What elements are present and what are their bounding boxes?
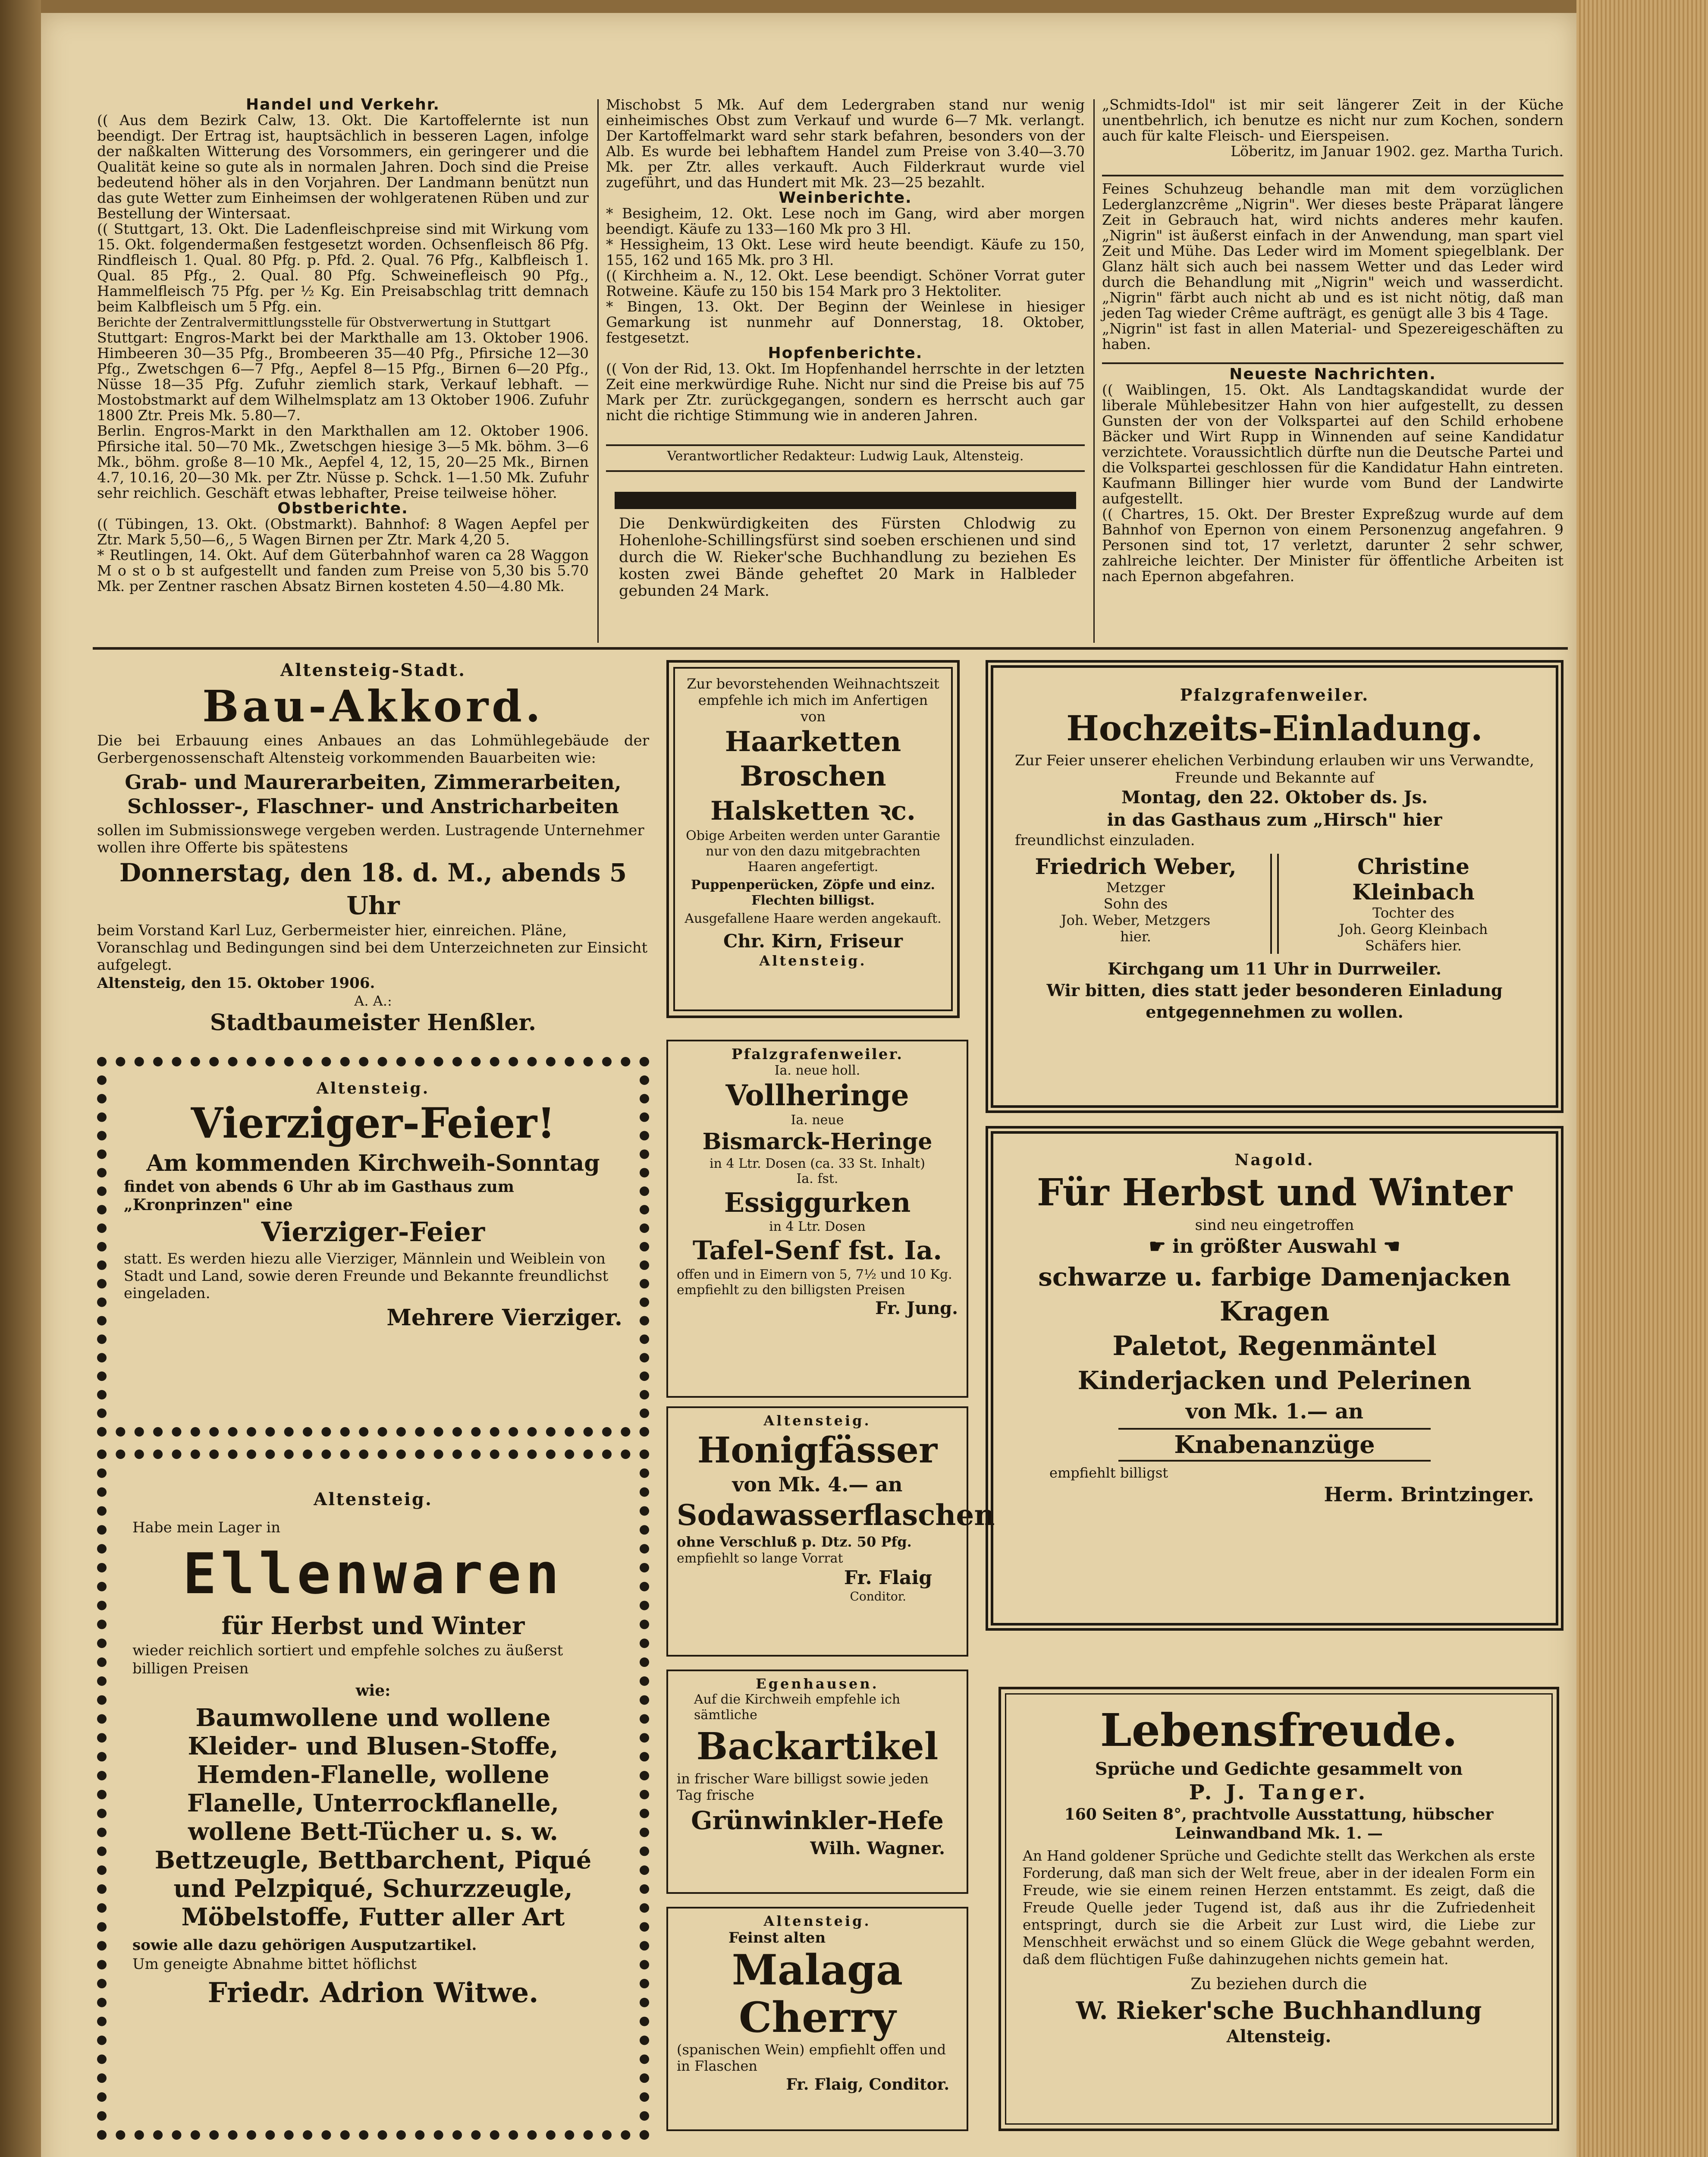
article-mixed-fruit: Mischobst 5 Mk. Auf dem Ledergraben stand nur wenig einheimisches Obst zum Verkauf und wurde 6—7 Mk. verlangt. Der Kartoffelmarkt ward sehr stark befahren, besonders von der Alb. Es wurde bei lebhaftem Handel zum Preise von 3.40—3.70 Mk. per Ztr. alles verkauft. Auch Filderkraut wurde viel zugeführt, und das Hundert mit Mk. 23—25 bezahlt. [606, 96, 1085, 191]
bride-name: Christine Kleinbach [1352, 854, 1475, 905]
bau-date: Donnerstag, den 18. d. M., abends 5 Uhr [119, 858, 627, 920]
heringe-item-4: Tafel-Senf fst. Ia. [692, 1236, 942, 1266]
vierziger-sub: Am kommenden Kirchweih-Sonntag [146, 1150, 600, 1176]
editor-rule [606, 444, 1085, 446]
ellen-l2: wieder reichlich sortiert und empfehle solches zu äußerst billigen Preisen [132, 1642, 563, 1677]
couple-divider [1270, 854, 1279, 954]
groom-line-1: Sohn des [1103, 896, 1168, 912]
hochzeit-date: Montag, den 22. Oktober ds. Js. [1121, 787, 1428, 808]
herbst-item-1: schwarze u. farbige Damenjacken [1038, 1262, 1511, 1292]
herbst-l2-text: in größter Auswahl [1172, 1236, 1377, 1258]
haar-wigs: Puppenperücken, Zöpfe und einz. Flechten billigst. [691, 877, 935, 908]
vierziger-text1: findet von abends 6 Uhr ab im Gasthaus zum „Kronprinzen" eine [124, 1178, 514, 1214]
groom-block [1015, 854, 1256, 954]
back-signature: Wilh. Wagner. [810, 1838, 945, 1858]
haar-guarantee: Obige Arbeiten werden unter Garantie nur von den dazu mitgebrachten Haaren angefertigt. [686, 828, 940, 874]
ad-schmidts-sign: Löberitz, im Januar 1902. gez. Martha Turich. [1231, 143, 1564, 160]
hochzeit-couple [1015, 854, 1534, 954]
article-waiblingen: (( Waiblingen, 15. Okt. Als Landtagskandidat wurde der liberale Mühlebesitzer Hahn von hier aufgestellt, zu dessen Gunsten der von der Volkspartei auf den Schild erhobene Bäcker und Wirt Rupp in Winnenden auf seine Kandidatur verzichtete. Voraussichtlich dürfte nun die Deutsche Partei und die Volkspartei geschlossen für die Kandidatur Hahn eintreten. Kaufmann Billinger hier wurde vom Bund der Landwirte aufgestellt. [1102, 381, 1564, 507]
article-chartres: (( Chartres, 15. Okt. Der Brester Expreßzug wurde auf dem Bahnhof von Epernon von einem Personenzug angefahren. 9 Personen sind tot, 17 verletzt, darunter 2 sehr schwer, zahlreiche leichter. Der Minister für öffentliche Arbeiten ist nach Epernon abgefahren. [1102, 506, 1564, 585]
honig-title: Honigfässer [697, 1430, 938, 1471]
hochzeit-venue: in das Gasthaus zum „Hirsch" hier [1107, 810, 1442, 830]
lebens-text: An Hand goldener Sprüche und Gedichte stellt das Werkchen als erste Forderung, daß man sich der Welt freue, aber in der idealen Form ein Freude, wie sie einem reinen Herzen entstammt. Es zeigt, daß die Freude Quelle jeder Tugend ist, daß aus ihr die Zufriedenheit entspringt, durch sie die Arbeit zur Lust wird, die Liebe zur Menschheit erwächst und so einem Glück die Wege gebahnt werden, daß dem flüchtigen Fuße dahinzugehen nichts gemein hat. [1023, 1847, 1535, 1968]
hochzeit-place: Pfalzgrafenweiler. [1180, 685, 1369, 704]
heringe-item-3: Essiggurken [724, 1187, 911, 1218]
back-title2: Grünwinkler-Hefe [691, 1806, 944, 1835]
malaga-title: Malaga [732, 1946, 903, 1994]
bau-title: Bau-Akkord. [202, 681, 544, 732]
ad-bau-akkord [97, 660, 649, 1044]
bau-aa: A. A.: [354, 993, 392, 1009]
herbst-title: Für Herbst und Winter [1037, 1171, 1512, 1214]
heringe-place: Pfalzgrafenweiler. [731, 1046, 904, 1063]
report-caption: Berichte der Zentralvermittlungsstelle für Obstverwertung in Stuttgart [97, 315, 551, 330]
vierziger-title: Vierziger-Feier! [191, 1099, 556, 1148]
lebens-sub: Sprüche und Gedichte gesammelt von [1095, 1759, 1463, 1779]
ellen-l3: sowie alle dazu gehörigen Ausputzartikel. [132, 1937, 477, 1954]
rule-nigrin [1102, 175, 1564, 176]
book-page-edges [1576, 0, 1708, 2157]
article-stuttgart-meat: (( Stuttgart, 13. Okt. Die Ladenfleischpreise sind mit Wirkung vom 15. Okt. folgendermaßen festgesetzt worden. Ochsenfleisch 86 Pfg. Rindfleisch 1. Qual. 80 Pfg. p. Pfd. 2. Qual. 76 Pfg., Kalbfleisch 1. Qual. 85 Pfg., 2. Qual. 80 Pfg. Schweinefleisch 90 Pfg., Hammelfleisch 75 Pfg. per ½ Kg. Ein Preisabschlag tritt demnach beim Kalbfleisch um 5 Pfg. ein. [97, 220, 589, 315]
ad-honigfaesser [666, 1406, 995, 1657]
article-kirchheim: (( Kirchheim a. N., 12. Okt. Lese beendigt. Schöner Vorrat guter Rotweine. Käufe zu 150 bis 154 Mark pro 3 Hektoliter. [606, 267, 1085, 299]
bau-dateline: Altensteig, den 15. Oktober 1906. [97, 975, 375, 992]
honig-price: von Mk. 4.— an [732, 1473, 903, 1496]
malaga-place: Altensteig. [763, 1913, 871, 1929]
honig-signature: Fr. Flaig [844, 1567, 932, 1589]
groom-job: Metzger [1106, 879, 1165, 896]
herbst-item-5: Knabenanzüge [1118, 1428, 1431, 1462]
malaga-title2: Cherry [738, 1993, 896, 2042]
ellen-place: Altensteig. [314, 1489, 433, 1509]
groom-name: Friedrich Weber, [1035, 854, 1237, 879]
hochzeit-text: Zur Feier unserer ehelichen Verbindung erlauben wir uns Verwandte, Freunde und Bekannte auf [1015, 752, 1534, 786]
ad-haarketten [666, 660, 960, 1018]
heringe-l6: offen und in Eimern von 5, 7½ und 10 Kg. empfiehlt zu den billigsten Preisen [677, 1267, 952, 1298]
haar-place: Altensteig. [759, 953, 867, 969]
ellen-list: Baumwollene und wollene Kleider- und Blusen-Stoffe, Hemden-Flanelle, wollene Flanelle, Unterrockflanelle, wollene Bett-Tücher u. s. w. Bettzeugle, Bettbarchent, Piqué und Pelzpiqué, Schurzzeugle, Möbelstoffe, Futter aller Art [154, 1704, 592, 1931]
back-title: Backartikel [696, 1725, 939, 1768]
bau-signature: Stadtbaumeister Henßler. [210, 1009, 537, 1036]
bau-rest: beim Vorstand Karl Luz, Gerbermeister hier, einreichen. Pläne, Voranschlag und Bedingungen sind bei dem Unterzeichneten zur Einsicht aufgelegt. [97, 922, 648, 974]
heringe-signature: Fr. Jung. [875, 1298, 958, 1318]
herbst-signature: Herm. Brintzinger. [1324, 1483, 1534, 1506]
ad-hochzeit [986, 660, 1564, 1113]
lebens-place: Altensteig. [1226, 2026, 1331, 2047]
heringe-item-1: Vollheringe [725, 1078, 909, 1112]
news-block [1102, 367, 1564, 584]
ad-lebensfreude [998, 1687, 1559, 2131]
hochzeit-church: Kirchgang um 11 Uhr in Durrweiler. [1108, 959, 1441, 978]
vierziger-signature: Mehrere Vierziger. [386, 1305, 622, 1331]
article-tuebingen: (( Tübingen, 13. Okt. (Obstmarkt). Bahnhof: 8 Wagen Aepfel per Ztr. Mark 5,50—6,, 5 Wagen Birnen per Ztr. Mark 4,20 5. [97, 516, 589, 548]
back-place: Egenhausen. [756, 1676, 879, 1692]
ellen-title: Ellenwaren [182, 1541, 564, 1607]
newspaper-page [41, 13, 1576, 2157]
notice-hohenlohe: Die Denkwürdigkeiten des Fürsten Chlodwig zu Hohenlohe-Schillingsfürst sind soeben erschienen und sind durch die W. Rieker'sche Buchhandlung zu beziehen Es kosten zwei Bände geheftet 20 Mark in Halbleder gebunden 24 Mark. [619, 515, 1076, 600]
heringe-l5: in 4 Ltr. Dosen [769, 1219, 866, 1234]
ellen-l4: Um geneigte Abnahme bittet höflichst [132, 1956, 417, 1973]
ads-divider [93, 647, 1568, 650]
nigrin-text: Feines Schuhzeug behandle man mit dem vorzüglichen Lederglanzcrême „Nigrin". Wer dieses beste Präparat längere Zeit in Gebrauch hat, wird nichts anderes mehr kaufen. „Nigrin" ist äußerst einfach in der Anwendung, man spart viel Zeit und Mühe. Das Leder wird im Moment spiegelblank. Der Glanz hält sich auch bei nassem Wetter und das Leder wird durch die Behandlung mit „Nigrin" weich und wasserdicht. „Nigrin" färbt auch nicht ab und es ist nicht nötig, daß man jeden Tag wieder Crême aufträgt, es genügt alle 3 bis 4 Tage. [1102, 180, 1564, 321]
herbst-item-4: Kinderjacken und Pelerinen [1077, 1366, 1472, 1395]
bride-line-2: Joh. Georg Kleinbach [1339, 921, 1488, 937]
bride-line-1: Tochter des [1372, 905, 1454, 921]
ellen-wie: wie: [355, 1682, 391, 1700]
back-l2: in frischer Ware billigst sowie jeden Tag frische [677, 1770, 929, 1803]
ad-schmidts-idol: „Schmidts-Idol" ist mir seit längerer Zeit in der Küche unentbehrlich, ich benutze es nicht nur zum Kochen, sondern auch für kalte Fleisch- und Eierspeisen. [1102, 96, 1564, 144]
ad-heringe [666, 1040, 968, 1398]
herbst-item-3: Paletot, Regenmäntel [1112, 1330, 1437, 1361]
pointing-hand-left-icon: ☛ [1149, 1236, 1166, 1258]
haar-intro: Zur bevorstehenden Weihnachtszeit empfehle ich mich im Anfertigen von [687, 676, 939, 725]
malaga-signature: Fr. Flaig, Conditor. [786, 2075, 949, 2094]
column-divider-2 [1093, 99, 1095, 643]
article-calw: (( Aus dem Bezirk Calw, 13. Okt. Die Kartoffelernte ist nun beendigt. Der Ertrag ist, hauptsächlich in besseren Lagen, infolge der naßkalten Witterung des Vorsommers, ein geringerer und die Qualität keine so gute als in normalen Jahren. Doch sind die Preise bedeutend höher als in den Vorjahren. Der Landmann benützt nun das gute Wetter zum Einheimsen der wohlgeratenen Rüben und zur Bestellung der Wintersaat. [97, 112, 589, 222]
haar-item-2: Broschen [740, 760, 886, 792]
column-divider [597, 99, 599, 643]
bride-line-3: Schäfers hier. [1365, 937, 1462, 954]
herbst-item-2: Kragen [1219, 1295, 1330, 1327]
article-reutlingen: * Reutlingen, 14. Okt. Auf dem Güterbahnhof waren ca 28 Waggon M o st o b st aufgestellt und fanden zum Preise von 5,30 bis 5.70 Mk. per Zentner raschen Absatz Birnen kosteten 4.50—4.80 Mk. [97, 547, 589, 594]
malaga-l2: (spanischen Wein) empfiehlt offen und in Flaschen [677, 2041, 946, 2074]
honig-l2: empfiehlt so lange Vorrat [677, 1551, 843, 1566]
column-wine [606, 97, 1085, 423]
haar-buying: Ausgefallene Haare werden angekauft. [684, 911, 942, 926]
bau-intro: Die bei Erbauung eines Anbaues an das Lohmühlegebäude der Gerbergenossenschaft Altensteig vorkommenden Bauarbeiten wie: [97, 732, 649, 767]
hochzeit-title: Hochzeits-Einladung. [1066, 708, 1483, 748]
honig-job: Conditor. [850, 1589, 906, 1604]
ellen-signature: Friedr. Adrion Witwe. [207, 1977, 539, 2009]
hochzeit-note: Wir bitten, dies statt jeder besonderen Einladung entgegennehmen zu wollen. [1046, 981, 1503, 1022]
ad-backartikel [666, 1670, 968, 1894]
vierziger-title2: Vierziger-Feier [261, 1216, 485, 1248]
ellen-l1: Habe mein Lager in [132, 1519, 281, 1536]
bau-mid: sollen im Submissionswege vergeben werden. Lustragende Unternehmer wollen ihre Offerte bis spätestens [97, 822, 644, 856]
ad-nigrin [1102, 181, 1564, 352]
groom-line-3: hier. [1120, 928, 1151, 945]
editor-rule-bottom [606, 470, 1085, 472]
heringe-item-2: Bismarck-Heringe [702, 1129, 932, 1155]
pointing-hand-right-icon: ☚ [1383, 1236, 1400, 1258]
lebens-l1: 160 Seiten 8°, prachtvolle Ausstattung, hübscher Leinwandband Mk. 1. — [1064, 1805, 1494, 1843]
hochzeit-tail: freundlichst einzuladen. [1015, 832, 1195, 849]
heringe-l2: Ia. neue [791, 1113, 844, 1128]
herbst-l2 [1015, 1234, 1534, 1260]
lebens-l2: Zu beziehen durch die [1190, 1975, 1367, 1993]
lebens-title: Lebensfreude. [1100, 1704, 1458, 1757]
column-news [1102, 97, 1564, 159]
vierziger-text2: statt. Es werden hiezu alle Vierziger, Männlein und Weiblein von Stadt und Land, sowie deren Freunde und Bekannte freundlichst eingeladen. [124, 1250, 609, 1302]
article-hessigheim: * Hessigheim, 13 Okt. Lese wird heute beendigt. Käufe zu 150, 155, 162 und 165 Mk. pro 3 Hl. [606, 236, 1085, 268]
haar-item-1: Haarketten [725, 726, 901, 758]
heringe-l1: Ia. neue holl. [774, 1063, 860, 1078]
heading-news: Neueste Nachrichten. [1229, 365, 1436, 383]
article-stuttgart-market: Stuttgart: Engros-Markt bei der Markthalle am 13. Oktober 1906. Himbeeren 30—35 Pfg., Brombeeren 35—40 Pfg., Pfirsiche 12—30 Pfg., Zwetschgen 6—7 Pfg., Aepfel 8—15 Pfg., Birnen 6—20 Pfg., Nüsse 18—35 Pfg. Zufuhr ziemlich stark, Verkauf lebhaft. — Mostobstmarkt auf dem Wilhelmsplatz am 13 Oktober 1906. Zufuhr 1800 Ztr. Preis Mk. 5.80—7. [97, 329, 589, 424]
rule-news [1102, 362, 1564, 364]
editor-line: Verantwortlicher Redakteur: Ludwig Lauk, Altensteig. [667, 449, 1024, 464]
malaga-l1: Feinst alten [728, 1929, 826, 1946]
herbst-l1: sind neu eingetroffen [1195, 1217, 1354, 1234]
heringe-l3: in 4 Ltr. Dosen (ca. 33 St. Inhalt) [710, 1156, 925, 1171]
black-bar [615, 492, 1076, 509]
bau-works: Grab- und Maurerarbeiten, Zimmerarbeiten, Schlosser-, Flaschner- und Anstricharbeiten [125, 770, 622, 818]
herbst-l3: empfiehlt billigst [1049, 1465, 1168, 1481]
back-l1: Auf die Kirchweih empfehle ich sämtliche [694, 1692, 901, 1723]
ad-herbst-winter [986, 1126, 1564, 1631]
honig-title2: Sodawasserflaschen [677, 1498, 995, 1532]
heading-wine: Weinberichte. [779, 189, 912, 207]
haar-signature: Chr. Kirn, Friseur [723, 931, 903, 952]
article-bingen: * Bingen, 13. Okt. Der Beginn der Weinlese in hiesiger Gemarkung ist nunmehr auf Donnerstag, 18. Oktober, festgesetzt. [606, 298, 1085, 346]
book-spine [0, 0, 41, 2157]
groom-line-2: Joh. Weber, Metzgers [1061, 912, 1211, 928]
heading-hops: Hopfenberichte. [768, 344, 923, 362]
nigrin-availability: „Nigrin" ist fast in allen Material- und Spezereigeschäften zu haben. [1102, 320, 1564, 352]
honig-l1: ohne Verschluß p. Dtz. 50 Pfg. [677, 1534, 912, 1550]
ad-vierziger [97, 1057, 649, 1437]
herbst-place: Nagold. [1234, 1151, 1315, 1169]
article-berlin-market: Berlin. Engros-Markt in den Markthallen am 12. Oktober 1906. Pfirsiche ital. 50—70 Mk., Zwetschgen hiesige 3—5 Mk. böhm. 3—6 Mk., böhm. große 8—10 Mk., Aepfel 4, 12, 15, 20—25 Mk., Birnen 4.7, 10.16, 20—30 Mk. per Ztr. Nüsse p. Schck. 1—1.50 Mk. Zufuhr sehr reichlich. Geschäft etwas lebhafter, Preise teilweise höher. [97, 422, 589, 501]
lebens-signature: W. Rieker'sche Buchhandlung [1076, 1997, 1482, 2025]
heringe-l4: Ia. fst. [796, 1171, 838, 1186]
column-trade [97, 97, 589, 594]
heading-fruit: Obstberichte. [277, 500, 408, 517]
heading-trade: Handel und Verkehr. [245, 96, 440, 113]
haar-item-3: Halsketten ꝛc. [710, 796, 916, 826]
ellen-sub: für Herbst und Winter [221, 1612, 525, 1640]
bride-block [1293, 854, 1534, 954]
herbst-price: von Mk. 1.— an [1185, 1399, 1364, 1424]
bau-place: Altensteig-Stadt. [280, 660, 466, 680]
lebens-author: P. J. Tanger. [1189, 1780, 1369, 1805]
article-besigheim: * Besigheim, 12. Okt. Lese noch im Gang, wird aber morgen beendigt. Käufe zu 133—160 Mk pro 3 Hl. [606, 205, 1085, 237]
ad-ellenwaren [97, 1450, 649, 2140]
ad-malaga [666, 1907, 968, 2131]
article-hops: (( Von der Rid, 13. Okt. Im Hopfenhandel herrschte in der letzten Zeit eine merkwürdige Ruhe. Nicht nur sind die Preise bis auf 75 Mark per Ztr. zurückgegangen, sondern es herrscht auch gar nicht die richtige Stimmung wie in anderen Jahren. [606, 360, 1085, 424]
vierziger-place: Altensteig. [316, 1079, 430, 1097]
honig-place: Altensteig. [763, 1412, 871, 1429]
